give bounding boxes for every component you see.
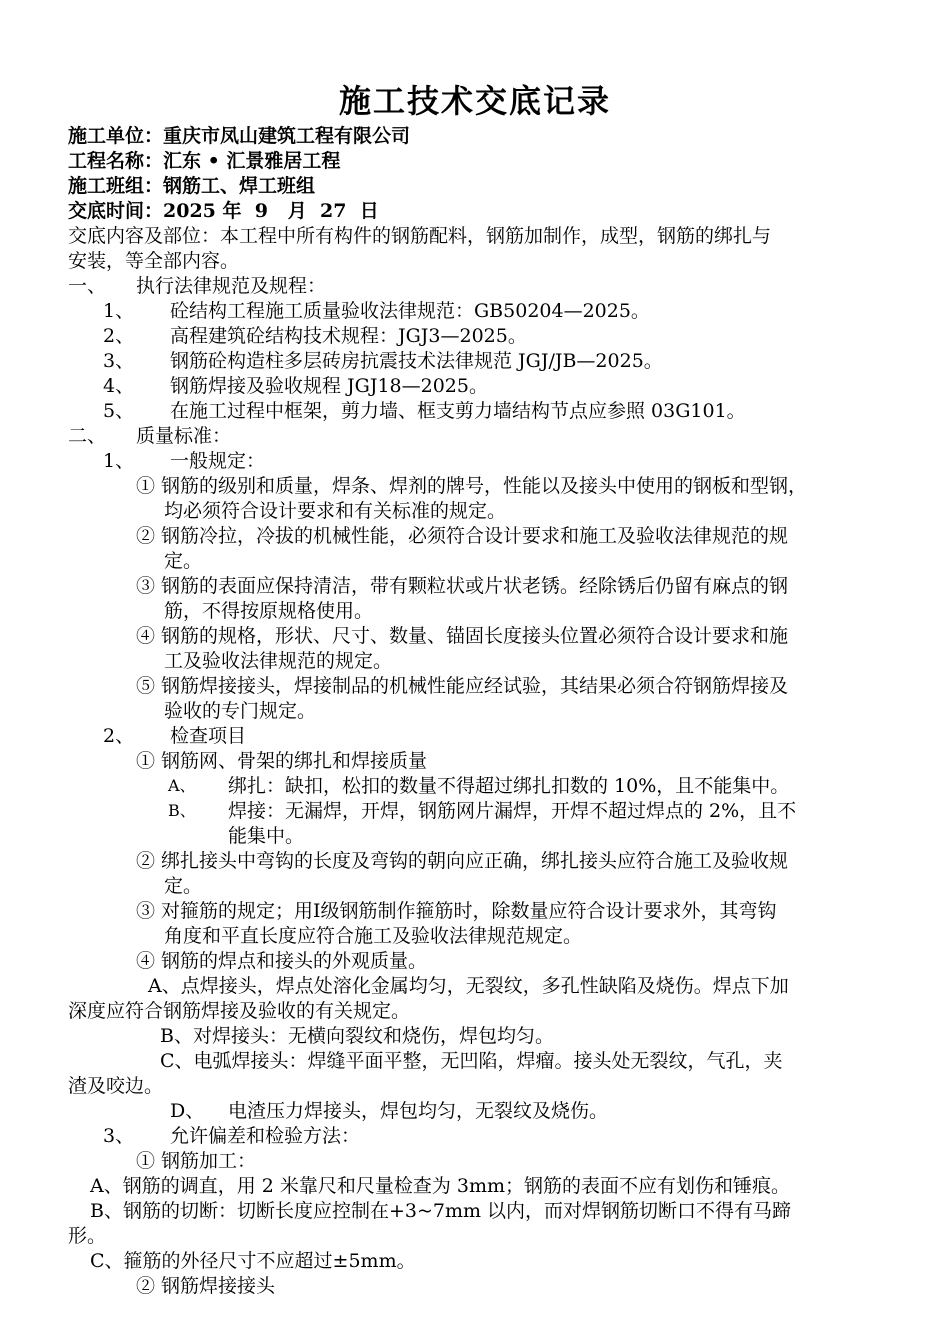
list-item: 钢筋砼构造柱多层砖房抗震技术法律规范 JGJ/JB—2025。 bbox=[170, 350, 663, 372]
section-2-num: 二、 bbox=[68, 425, 107, 447]
sub-item-num: B、 bbox=[168, 801, 196, 820]
paragraph-line: A、钢筋的调直，用 2 米靠尺和尺量检查为 3mm；钢筋的表面不应有划伤和锤痕。 bbox=[90, 1175, 791, 1197]
list-item-cont: 工及验收法律规范的规定。 bbox=[164, 650, 393, 672]
section-1-title: 执行法律规范及规程： bbox=[136, 275, 327, 297]
list-item: ④ 钢筋的规格，形状、尺寸、数量、锚固长度接头位置必须符合设计要求和施 bbox=[136, 625, 789, 647]
list-item: ② 钢筋冷拉，冷拔的机械性能，必须符合设计要求和施工及验收法律规范的规 bbox=[136, 525, 789, 547]
list-item: ② 绑扎接头中弯钩的长度及弯钩的朝向应正确，绑扎接头应符合施工及验收规 bbox=[136, 850, 789, 872]
list-item: ① 钢筋加工： bbox=[136, 1150, 257, 1172]
intro-line-2: 安装，等全部内容。 bbox=[68, 250, 240, 272]
paragraph-line: A、点焊接头，焊点处溶化金属均匀，无裂纹，多孔性缺陷及烧伤。焊点下加 bbox=[148, 975, 789, 997]
list-item-cont: 角度和平直长度应符合施工及验收法律规范规定。 bbox=[164, 925, 583, 947]
unit-line: 施工单位：重庆市凤山建筑工程有限公司 bbox=[68, 125, 411, 147]
subsection-num: 2、 bbox=[103, 725, 135, 747]
paragraph-line: B、对焊接头：无横向裂纹和烧伤，焊包均匀。 bbox=[160, 1025, 554, 1047]
paragraph-line: 形。 bbox=[68, 1225, 107, 1247]
subsection-title: 允许偏差和检验方法： bbox=[170, 1125, 361, 1147]
intro-line-1: 交底内容及部位：本工程中所有构件的钢筋配料，钢筋加制作，成型，钢筋的绑扎与 bbox=[68, 225, 772, 247]
list-item-cont: 筋，不得按原规格使用。 bbox=[164, 600, 374, 622]
paragraph-line: B、钢筋的切断：切断长度应控制在+3~7mm 以内，而对焊钢筋切断口不得有马蹄 bbox=[90, 1200, 792, 1222]
subsection-num: 3、 bbox=[103, 1125, 135, 1147]
paragraph-line: 渣及咬边。 bbox=[68, 1075, 164, 1097]
list-item-cont: 定。 bbox=[164, 550, 203, 572]
team-line: 施工班组：钢筋工、焊工班组 bbox=[68, 175, 316, 197]
paragraph-line: 深度应符合钢筋焊接及验收的有关规定。 bbox=[68, 1000, 411, 1022]
paragraph-line: C、箍筋的外径尺寸不应超过±5mm。 bbox=[90, 1250, 416, 1272]
list-item: 高程建筑砼结构技术规程：JGJ3—2025。 bbox=[170, 325, 527, 347]
date-line: 交底时间：2025 年 9 月 27 日 bbox=[68, 200, 379, 222]
sub-item-num: A、 bbox=[168, 776, 196, 795]
list-item: ② 钢筋焊接接头 bbox=[136, 1275, 276, 1297]
list-item: ③ 对箍筋的规定；用Ⅰ级钢筋制作箍筋时，除数量应符合设计要求外，其弯钩 bbox=[136, 900, 777, 922]
list-item: ④ 钢筋的焊点和接头的外观质量。 bbox=[136, 950, 428, 972]
list-item: ① 钢筋网、骨架的绑扎和焊接质量 bbox=[136, 750, 428, 772]
sub-item: 绑扎：缺扣，松扣的数量不得超过绑扎扣数的 10%，且不能集中。 bbox=[228, 775, 790, 797]
list-item-num: 4、 bbox=[103, 375, 135, 397]
paragraph-line: 电渣压力焊接头，焊包均匀，无裂纹及烧伤。 bbox=[228, 1100, 609, 1122]
project-line: 工程名称：汇东 • 汇景雅居工程 bbox=[68, 150, 341, 172]
list-item-num: 5、 bbox=[103, 400, 135, 422]
list-item-cont: 验收的专门规定。 bbox=[164, 700, 317, 722]
list-item: 钢筋焊接及验收规程 JGJ18—2025。 bbox=[170, 375, 488, 397]
list-item-num: 2、 bbox=[103, 325, 135, 347]
list-item: 在施工过程中框架，剪力墙、框支剪力墙结构节点应参照 03G101。 bbox=[170, 400, 746, 422]
page-title: 施工技术交底记录 bbox=[338, 82, 611, 120]
sub-item: 焊接：无漏焊，开焊，钢筋网片漏焊，开焊不超过焊点的 2%，且不 bbox=[228, 800, 797, 822]
sub-item-num: D、 bbox=[170, 1100, 205, 1122]
list-item-num: 3、 bbox=[103, 350, 135, 372]
list-item-cont: 均必须符合设计要求和有关标准的规定。 bbox=[164, 500, 507, 522]
sub-item-cont: 能集中。 bbox=[228, 825, 305, 847]
paragraph-line: C、电弧焊接头：焊缝平面平整，无凹陷，焊瘤。接头处无裂纹，气孔，夹 bbox=[160, 1050, 783, 1072]
list-item-cont: 定。 bbox=[164, 875, 203, 897]
list-item: 砼结构工程施工质量验收法律规范：GB50204—2025。 bbox=[170, 300, 650, 322]
section-2-title: 质量标准： bbox=[136, 425, 232, 447]
subsection-title: 一般规定： bbox=[170, 450, 266, 472]
list-item: ③ 钢筋的表面应保持清洁，带有颗粒状或片状老锈。经除锈后仍留有麻点的钢 bbox=[136, 575, 789, 597]
section-1-heading: 一、 bbox=[68, 275, 107, 297]
subsection-title: 检查项目 bbox=[170, 725, 247, 747]
list-item-num: 1、 bbox=[103, 300, 135, 322]
list-item: ① 钢筋的级别和质量，焊条、焊剂的牌号，性能以及接头中使用的钢板和型钢， bbox=[136, 475, 808, 497]
list-item: ⑤ 钢筋焊接接头，焊接制品的机械性能应经试验，其结果必须合符钢筋焊接及 bbox=[136, 675, 789, 697]
subsection-num: 1、 bbox=[103, 450, 135, 472]
